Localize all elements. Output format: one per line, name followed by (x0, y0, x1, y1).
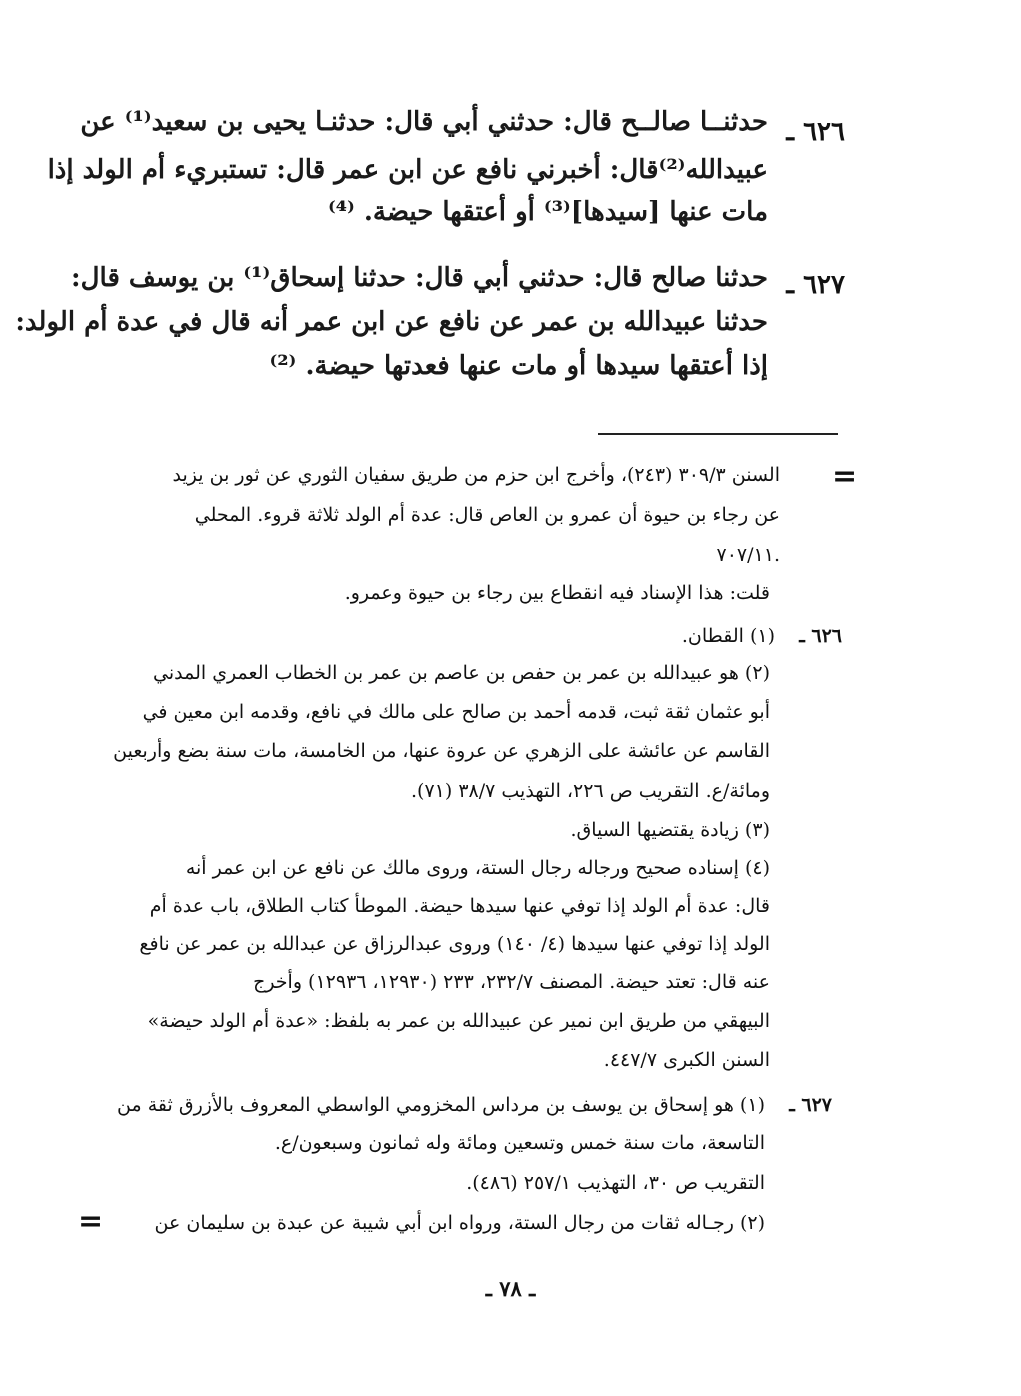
continuation-mark-bottom: = (78, 1204, 104, 1239)
footnote-prev-line-2: عن رجاء بن حيوة أن عمرو بن العاص قال: عدة أم الولد ثلاثة قروء. المحلي (194, 504, 780, 526)
footnote-626-4-line-6: السنن الكبرى ٤٤٧/٧. (603, 1049, 770, 1071)
footnote-626-4-line-5: البيهقي من طريق ابن نمير عن عبيدالله بن عمر به بلفظ: «عدة أم الولد حيضة» (147, 1010, 770, 1032)
footnote-prev-line-3: ٧٠٧/١١. (716, 544, 780, 566)
footnote-627-1-line-2: التاسعة، مات سنة خمس وتسعين ومائة وله ثمانون وسبعون/ع. (274, 1132, 765, 1154)
footnote-prev-line-1: السنن ٣٠٩/٣ (٢٤٣)، وأخرج ابن حزم من طريق سفيان الثوري عن ثور بن يزيد (172, 464, 780, 486)
footnote-number-627: ٦٢٧ ـ (789, 1094, 832, 1116)
footnote-separator (598, 433, 838, 435)
hadith-627-line-3: إذا أعتقها سيدها أو مات عنها فعدتها حيضة. ⁽²⁾ (269, 351, 768, 381)
hadith-627-line-2: حدثنا عبيدالله بن عمر عن نافع عن ابن عمر أنه قال في عدة أم الولد: (15, 307, 768, 337)
footnote-626-1: (١) القطان. (681, 625, 775, 647)
hadith-626-line-3: مات عنها [سيدها]⁽³⁾ أو أعتقها حيضة. ⁽⁴⁾ (327, 197, 768, 227)
footnote-626-4-line-1: (٤) إسناده صحيح ورجاله رجال الستة، وروى مالك عن نافع عن ابن عمر أنه (185, 857, 770, 879)
page-number: ـ ٧٨ ـ (485, 1276, 536, 1301)
footnote-626-4-line-3: الولد إذا توفي عنها سيدها (٤/ ١٤٠) وروى عبدالرزاق عن عبدالله بن عمر عن نافع (139, 933, 770, 955)
hadith-626-line-1: حدثنــا صالــح قال: حدثني أبي قال: حدثنـا يحيى بن سعيد⁽¹⁾ عن (80, 107, 768, 137)
footnote-626-3: (٣) زيادة يقتضيها السياق. (570, 819, 770, 841)
footnote-626-4-line-4: عنه قال: تعتد حيضة. المصنف ٢٣٢/٧، ٢٣٣ (١٢٩٣٠، ١٢٩٣٦) وأخرج (253, 971, 770, 993)
footnote-number-626: ٦٢٦ ـ (799, 625, 842, 647)
footnote-626-2-line-3: القاسم عن عائشة على الزهري عن عروة عنها، من الخامسة، مات سنة بضع وأربعين (113, 740, 770, 762)
footnote-prev-note: قلت: هذا الإسناد فيه انقطاع بين رجاء بن حيوة وعمرو. (344, 582, 770, 604)
continuation-mark-top: = (832, 459, 858, 494)
footnote-626-4-line-2: قال: عدة أم الولد إذا توفي عنها سيدها حيضة. الموطأ كتاب الطلاق، باب عدة أم (149, 895, 770, 917)
hadith-627-line-1: حدثنا صالح قال: حدثني أبي قال: حدثنا إسحاق⁽¹⁾ بن يوسف قال: (71, 263, 768, 293)
hadith-number-627: ٦٢٧ ـ (786, 270, 845, 300)
footnote-627-1-line-1: (١) هو إسحاق بن يوسف بن مرداس المخزومي الواسطي المعروف بالأزرق ثقة من (117, 1094, 765, 1116)
hadith-626-line-2: عبيدالله⁽²⁾قال: أخبرني نافع عن ابن عمر قال: تستبريء أم الولد إذا (47, 155, 768, 185)
footnote-626-2-line-4: ومائة/ع. التقريب ص ٢٢٦، التهذيب ٣٨/٧ (٧١). (410, 780, 770, 802)
footnote-626-2-line-2: أبو عثمان ثقة ثبت، قدمه أحمد بن صالح على مالك في نافع، وقدمه ابن معين في (142, 701, 770, 723)
footnote-627-1-line-3: التقريب ص ٣٠، التهذيب ٢٥٧/١ (٤٨٦). (466, 1172, 765, 1194)
footnote-626-2-line-1: (٢) هو عبيدالله بن عمر بن حفص بن عاصم بن عمر بن الخطاب العمري المدني (153, 662, 770, 684)
hadith-number-626: ٦٢٦ ـ (786, 117, 845, 147)
footnote-627-2-line-1: (٢) رجـاله ثقات من رجال الستة، ورواه ابن أبي شيبة عن عبدة بن سليمان عن (154, 1212, 765, 1234)
